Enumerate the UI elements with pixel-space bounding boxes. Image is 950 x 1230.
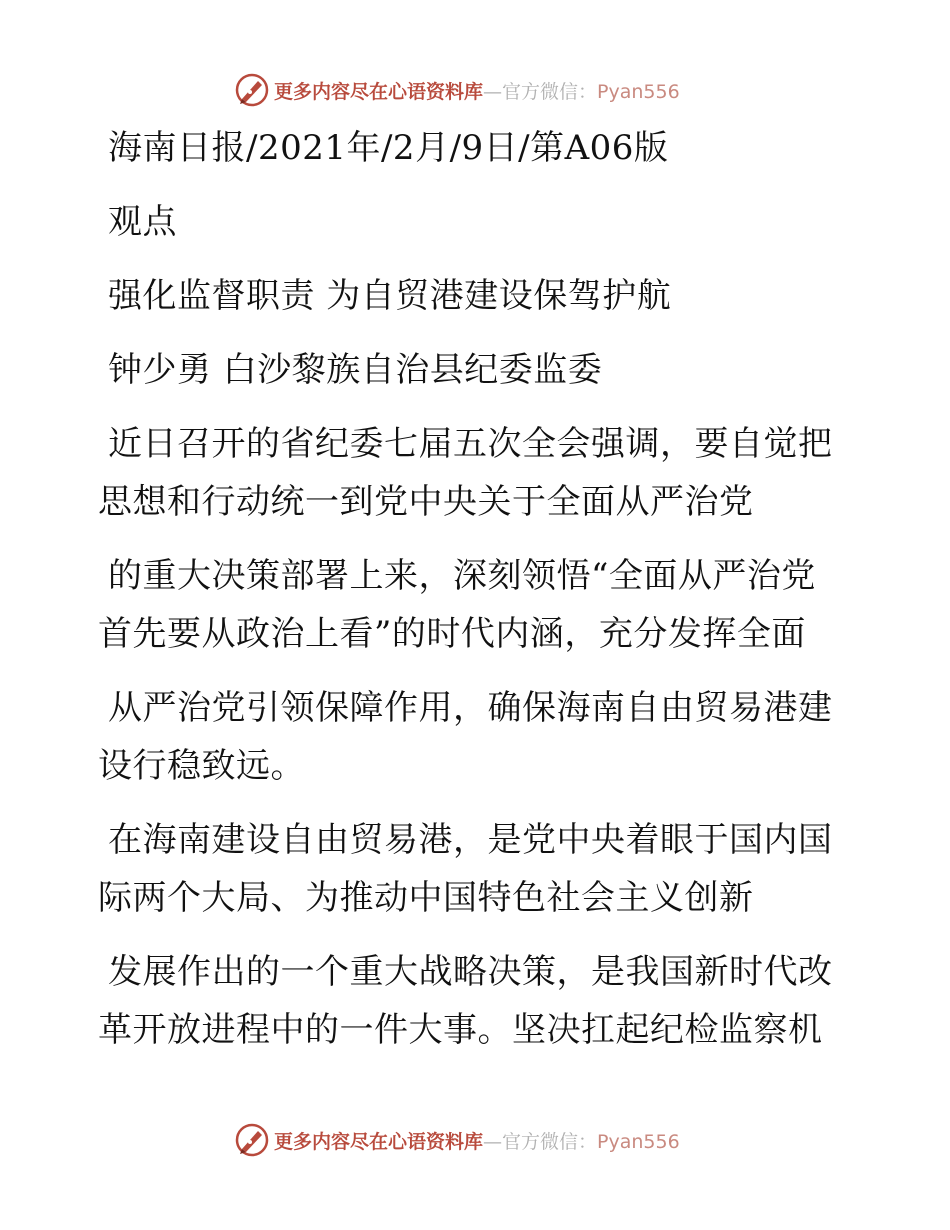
watermark-account: Pyan556 bbox=[597, 1130, 680, 1153]
watermark-text bbox=[274, 77, 680, 104]
watermark-dash: — bbox=[483, 1130, 503, 1153]
paragraph-line: 际两个大局、为推动中国特色社会主义创新 bbox=[98, 878, 754, 918]
paragraph-line: 从严治党引领保障作用，确保海南自由贸易港建 bbox=[108, 688, 833, 728]
source-line: 海南日报/2021年/2月/9日/第A06版 bbox=[108, 128, 669, 168]
header-watermark-banner bbox=[234, 70, 754, 110]
paragraph-line: 的重大决策部署上来，深刻领悟“全面从严治党 bbox=[108, 556, 816, 596]
watermark-dash: — bbox=[483, 80, 503, 103]
watermark-wechat-label: 官方微信： bbox=[502, 1130, 598, 1153]
watermark-wechat-label: 官方微信： bbox=[502, 80, 598, 103]
paragraph-line: 设行稳致远。 bbox=[98, 746, 305, 786]
watermark-text bbox=[274, 1127, 680, 1154]
section-label: 观点 bbox=[108, 202, 177, 242]
article-title: 强化监督职责 为自贸港建设保驾护航 bbox=[108, 276, 672, 316]
paragraph-line: 在海南建设自由贸易港，是党中央着眼于国内国 bbox=[108, 820, 833, 860]
watermark-account: Pyan556 bbox=[597, 80, 680, 103]
pen-logo-icon bbox=[234, 1122, 270, 1158]
watermark-main-text: 更多内容尽在心语资料库 bbox=[274, 1130, 484, 1153]
paragraph-line: 革开放进程中的一件大事。坚决扛起纪检监察机 bbox=[98, 1010, 823, 1050]
paragraph-line: 发展作出的一个重大战略决策，是我国新时代改 bbox=[108, 952, 833, 992]
footer-watermark-banner bbox=[234, 1120, 754, 1160]
paragraph-line: 思想和行动统一到党中央关于全面从严治党 bbox=[98, 482, 754, 522]
paragraph-line: 首先要从政治上看”的时代内涵，充分发挥全面 bbox=[98, 614, 806, 654]
pen-logo-icon bbox=[234, 72, 270, 108]
watermark-main-text: 更多内容尽在心语资料库 bbox=[274, 80, 484, 103]
article-author: 钟少勇 白沙黎族自治县纪委监委 bbox=[108, 350, 603, 390]
paragraph-line: 近日召开的省纪委七届五次全会强调，要自觉把 bbox=[108, 424, 833, 464]
